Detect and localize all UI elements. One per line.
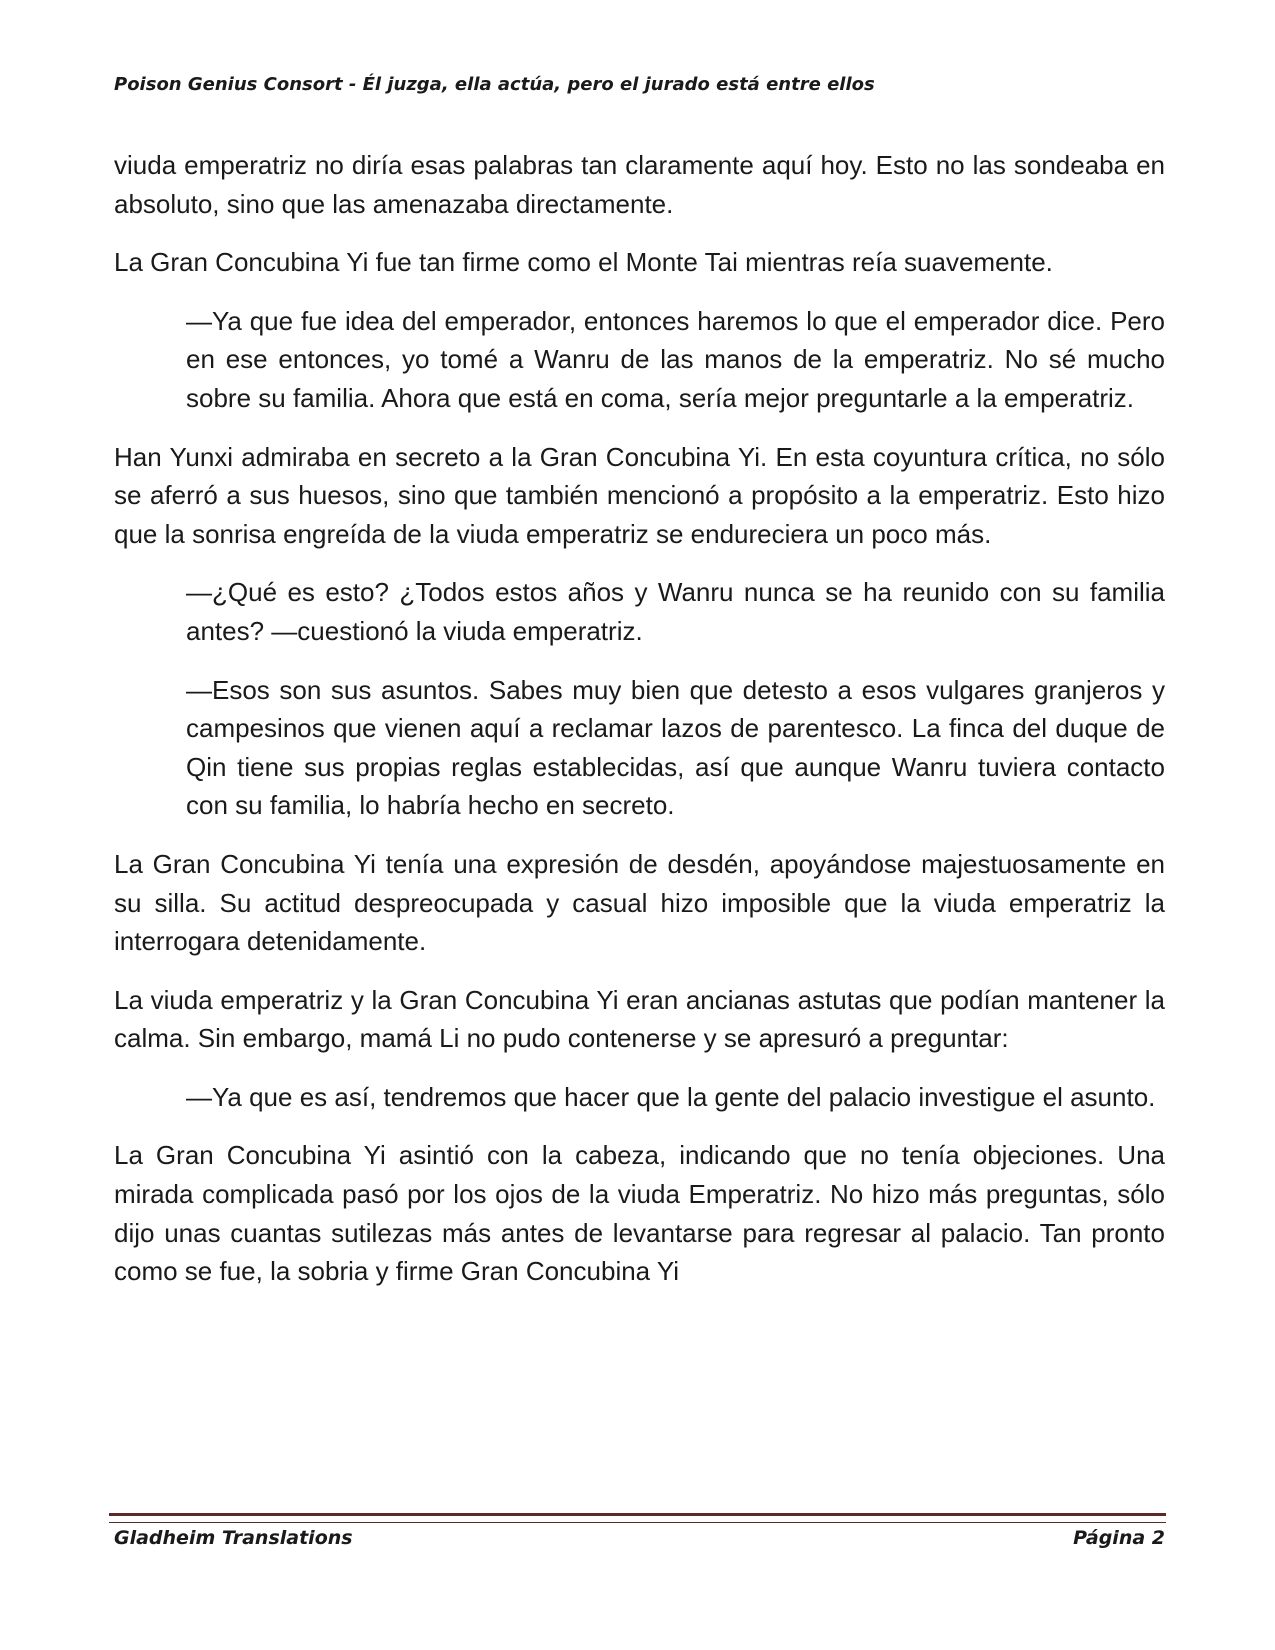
paragraph: viuda emperatriz no diría esas palabras tan claramente aquí hoy. Esto no las sondeaba en absoluto, sino que las amenazaba directamente.	[114, 150, 1165, 219]
footer-publisher: Gladheim Translations	[114, 1527, 353, 1549]
page-body	[114, 146, 1165, 1508]
dialogue-paragraph: —¿Qué es esto? ¿Todos estos años y Wanru nunca se ha reunido con su familia antes? —cuestionó la viuda emperatriz.	[186, 577, 1165, 646]
paragraph: La Gran Concubina Yi fue tan firme como el Monte Tai mientras reía suavemente.	[114, 247, 1053, 278]
dialogue-paragraph: —Ya que fue idea del emperador, entonces haremos lo que el emperador dice. Pero en ese entonces, yo tomé a Wanru de las manos de la emperatriz. No sé mucho sobre su familia. Ahora que está en coma, sería mejor preguntarle a la emperatriz.	[186, 305, 1165, 413]
footer-divider	[109, 1513, 1166, 1523]
page-number: Página 2	[1073, 1527, 1165, 1549]
dialogue-paragraph: —Esos son sus asuntos. Sabes muy bien que detesto a esos vulgares granjeros y campesinos que vienen aquí a reclamar lazos de parentesco. La finca del duque de Qin tiene sus propias reglas establecidas, así que aunque Wanru tuviera contacto con su familia, lo habría hecho en secreto.	[186, 674, 1165, 821]
paragraph: Han Yunxi admiraba en secreto a la Gran Concubina Yi. En esta coyuntura crítica, no sólo se aferró a sus huesos, sino que también mencionó a propósito a la emperatriz. Esto hizo que la sonrisa engreída de la viuda emperatriz se endureciera un poco más.	[114, 441, 1165, 549]
dialogue-paragraph: —Ya que es así, tendremos que hacer que la gente del palacio investigue el asunto.	[186, 1081, 1156, 1112]
paragraph: La Gran Concubina Yi asintió con la cabeza, indicando que no tenía objeciones. Una mirada complicada pasó por los ojos de la viuda Emperatriz. No hizo más preguntas, sólo dijo unas cuantas sutilezas más antes de levantarse para regresar al palacio. Tan pronto como se fue, la sobria y firme Gran Concubina Yi	[114, 1140, 1165, 1287]
running-header: Poison Genius Consort - Él juzga, ella actúa, pero el jurado está entre ellos	[114, 74, 875, 95]
paragraph: La Gran Concubina Yi tenía una expresión de desdén, apoyándose majestuosamente en su silla. Su actitud despreocupada y casual hizo imposible que la viuda emperatriz la interrogara detenidamente.	[114, 848, 1165, 957]
paragraph: La viuda emperatriz y la Gran Concubina Yi eran ancianas astutas que podían mantener la calma. Sin embargo, mamá Li no pudo contenerse y se apresuró a preguntar:	[114, 984, 1165, 1054]
